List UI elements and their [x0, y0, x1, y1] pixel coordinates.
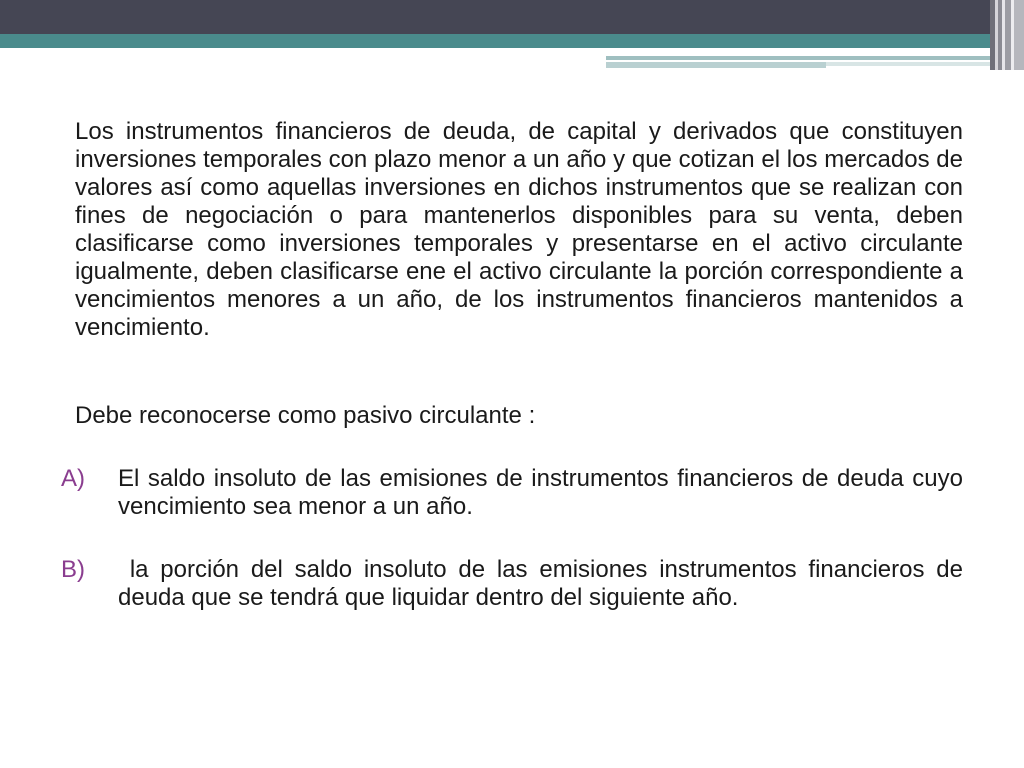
body-paragraph-1: Los instrumentos financieros de deuda, de capital y derivados que constituyen inversiones temporales con plazo menor a un año y que cotizan el los mercados de valores así como aquellas inversiones en dichos instrumentos que se realizan con fines de negociación o para mantenerlos disponibles para su venta, deben clasificarse como inversiones temporales y presentarse en el activo circulante igualmente, deben clasificarse ene el activo circulante la porción correspondiente a vencimientos menores a un año, de los instrumentos financieros mantenidos a vencimiento. [75, 118, 963, 341]
list-marker-a: A) [61, 465, 85, 492]
list-marker-b: B) [61, 556, 85, 583]
list-text-a: El saldo insoluto de las emisiones de instrumentos financieros de deuda cuyo vencimiento sea menor a un año. [118, 465, 963, 520]
body-paragraph-2: Debe reconocerse como pasivo circulante : [75, 402, 536, 429]
list-text-b: la porción del saldo insoluto de las emisiones instrumentos financieros de deuda que se tendrá que liquidar dentro del siguiente año. [118, 556, 970, 611]
